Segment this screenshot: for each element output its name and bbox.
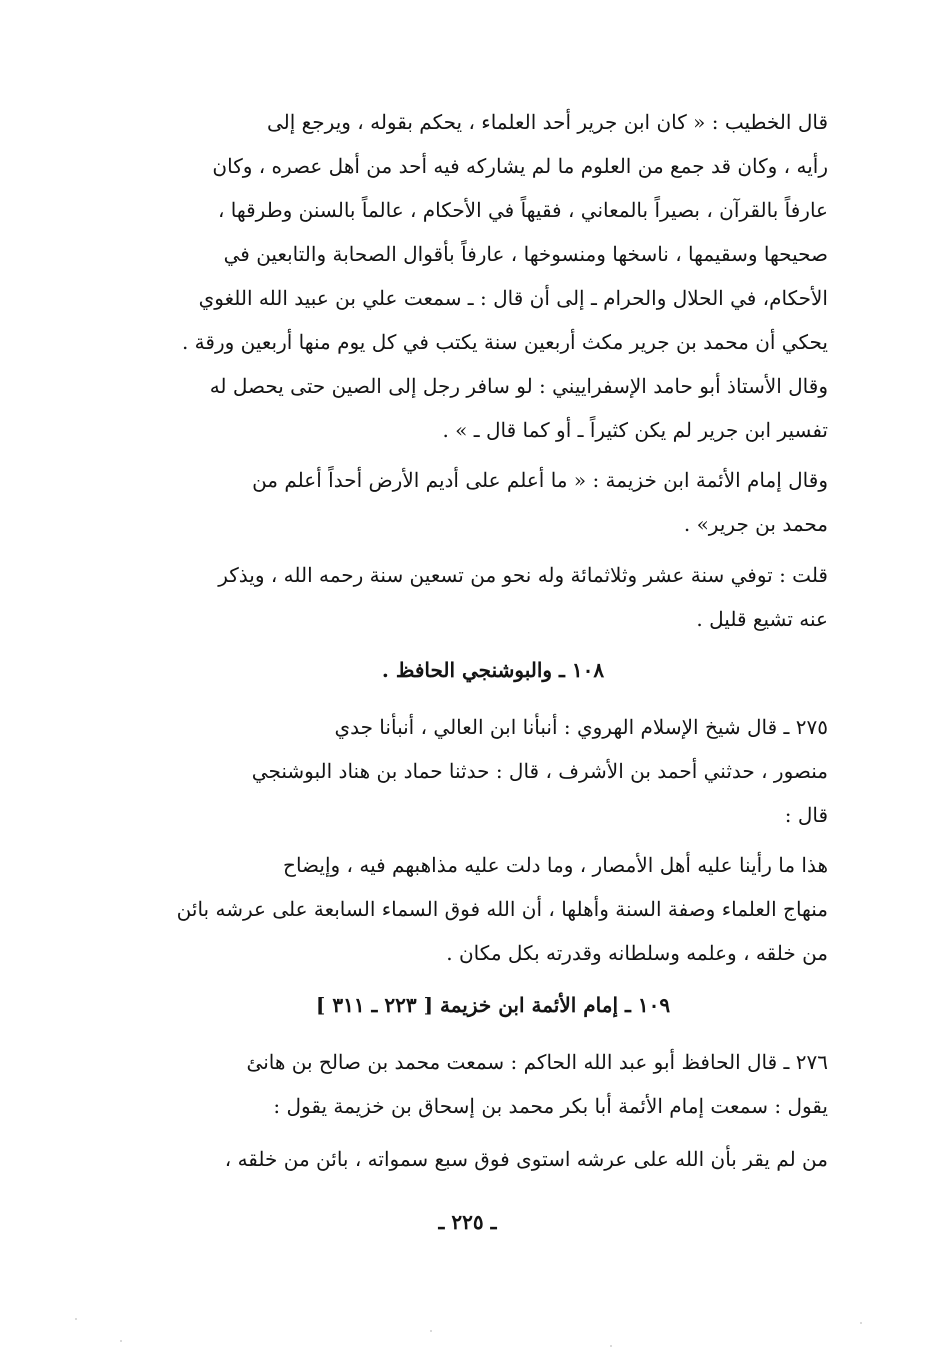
paragraph-narration-276 — [158, 1040, 828, 1128]
paragraph-author-note — [158, 553, 828, 641]
text-line: يحكي أن محمد بن جرير مكث أربعين سنة يكتب في كل يوم منها أربعين ورقة . — [181, 330, 828, 354]
text-line: محمد بن جرير» . — [683, 512, 828, 536]
text-line: وقال الأستاذ أبو حامد الإسفراييني : لو سافر رجل إلى الصين حتى يحصل له — [209, 374, 828, 398]
paragraph-bushanji-statement — [158, 843, 828, 975]
text-line: منصور ، حدثني أحمد بن الأشرف ، قال : حدثنا حماد بن هناد البوشنجي — [251, 759, 828, 783]
text-line: الأحكام، في الحلال والحرام ـ إلى أن قال : ـ سمعت علي بن عبيد الله اللغوي — [198, 286, 828, 310]
paragraph-ibn-khuzayma-quote — [158, 458, 828, 546]
section-heading-109: ١٠٩ ـ إمام الأئمة ابن خزيمة [ ٢٢٣ ـ ٣١١ ] — [315, 993, 671, 1017]
text-line: قلت : توفي سنة عشر وثلاثمائة وله نحو من تسعين سنة رحمه الله ، ويذكر — [218, 563, 828, 587]
section-heading-108: ١٠٨ ـ والبوشنجي الحافظ . — [381, 658, 605, 682]
paragraph-ibn-khuzayma-statement — [158, 1137, 828, 1181]
text-line: رأيه ، وكان قد جمع من العلوم ما لم يشاركه فيه أحد من أهل عصره ، وكان — [212, 154, 828, 178]
scan-speck — [430, 1330, 432, 1332]
paragraph-narration-275 — [158, 705, 828, 837]
text-line: منهاج العلماء وصفة السنة وأهلها ، أن الله فوق السماء السابعة على عرشه بائن — [176, 897, 828, 921]
text-line: صحيحها وسقيمها ، ناسخها ومنسوخها ، عارفاً بأقوال الصحابة والتابعين في — [223, 242, 828, 266]
text-line: وقال إمام الأئمة ابن خزيمة : « ما أعلم على أديم الأرض أحداً أعلم من — [252, 468, 828, 492]
page-number: ـ ٢٢٥ ـ — [438, 1210, 497, 1234]
text-line: تفسير ابن جرير لم يكن كثيراً ـ أو كما قال ـ » . — [442, 418, 828, 442]
scan-speck — [610, 1345, 612, 1347]
text-line: عنه تشيع قليل . — [696, 607, 828, 631]
text-line: يقول : سمعت إمام الأئمة أبا بكر محمد بن إسحاق بن خزيمة يقول : — [273, 1094, 828, 1118]
text-line: من لم يقر بأن الله على عرشه استوى فوق سبع سمواته ، بائن من خلقه ، — [224, 1147, 828, 1171]
text-line: ٢٧٥ ـ قال شيخ الإسلام الهروي : أنبأنا ابن العالي ، أنبأنا جدي — [334, 715, 828, 739]
text-line: ٢٧٦ ـ قال الحافظ أبو عبد الله الحاكم : سمعت محمد بن صالح بن هانئ — [246, 1050, 828, 1074]
text-line: عارفاً بالقرآن ، بصيراً بالمعاني ، فقيهاً في الأحكام ، عالماً بالسنن وطرقها ، — [217, 198, 828, 222]
paragraph-khatib-quote — [158, 100, 828, 452]
scan-speck — [75, 1318, 77, 1320]
text-line: قال : — [784, 803, 828, 827]
scan-speck — [120, 1340, 122, 1342]
text-line: هذا ما رأينا عليه أهل الأمصار ، وما دلت عليه مذاهبهم فيه ، وإيضاح — [283, 853, 828, 877]
scan-speck — [860, 1322, 862, 1324]
text-line: من خلقه ، وعلمه وسلطانه وقدرته بكل مكان . — [446, 941, 828, 965]
text-line: قال الخطيب : « كان ابن جرير أحد العلماء ، يحكم بقوله ، ويرجع إلى — [266, 110, 828, 134]
